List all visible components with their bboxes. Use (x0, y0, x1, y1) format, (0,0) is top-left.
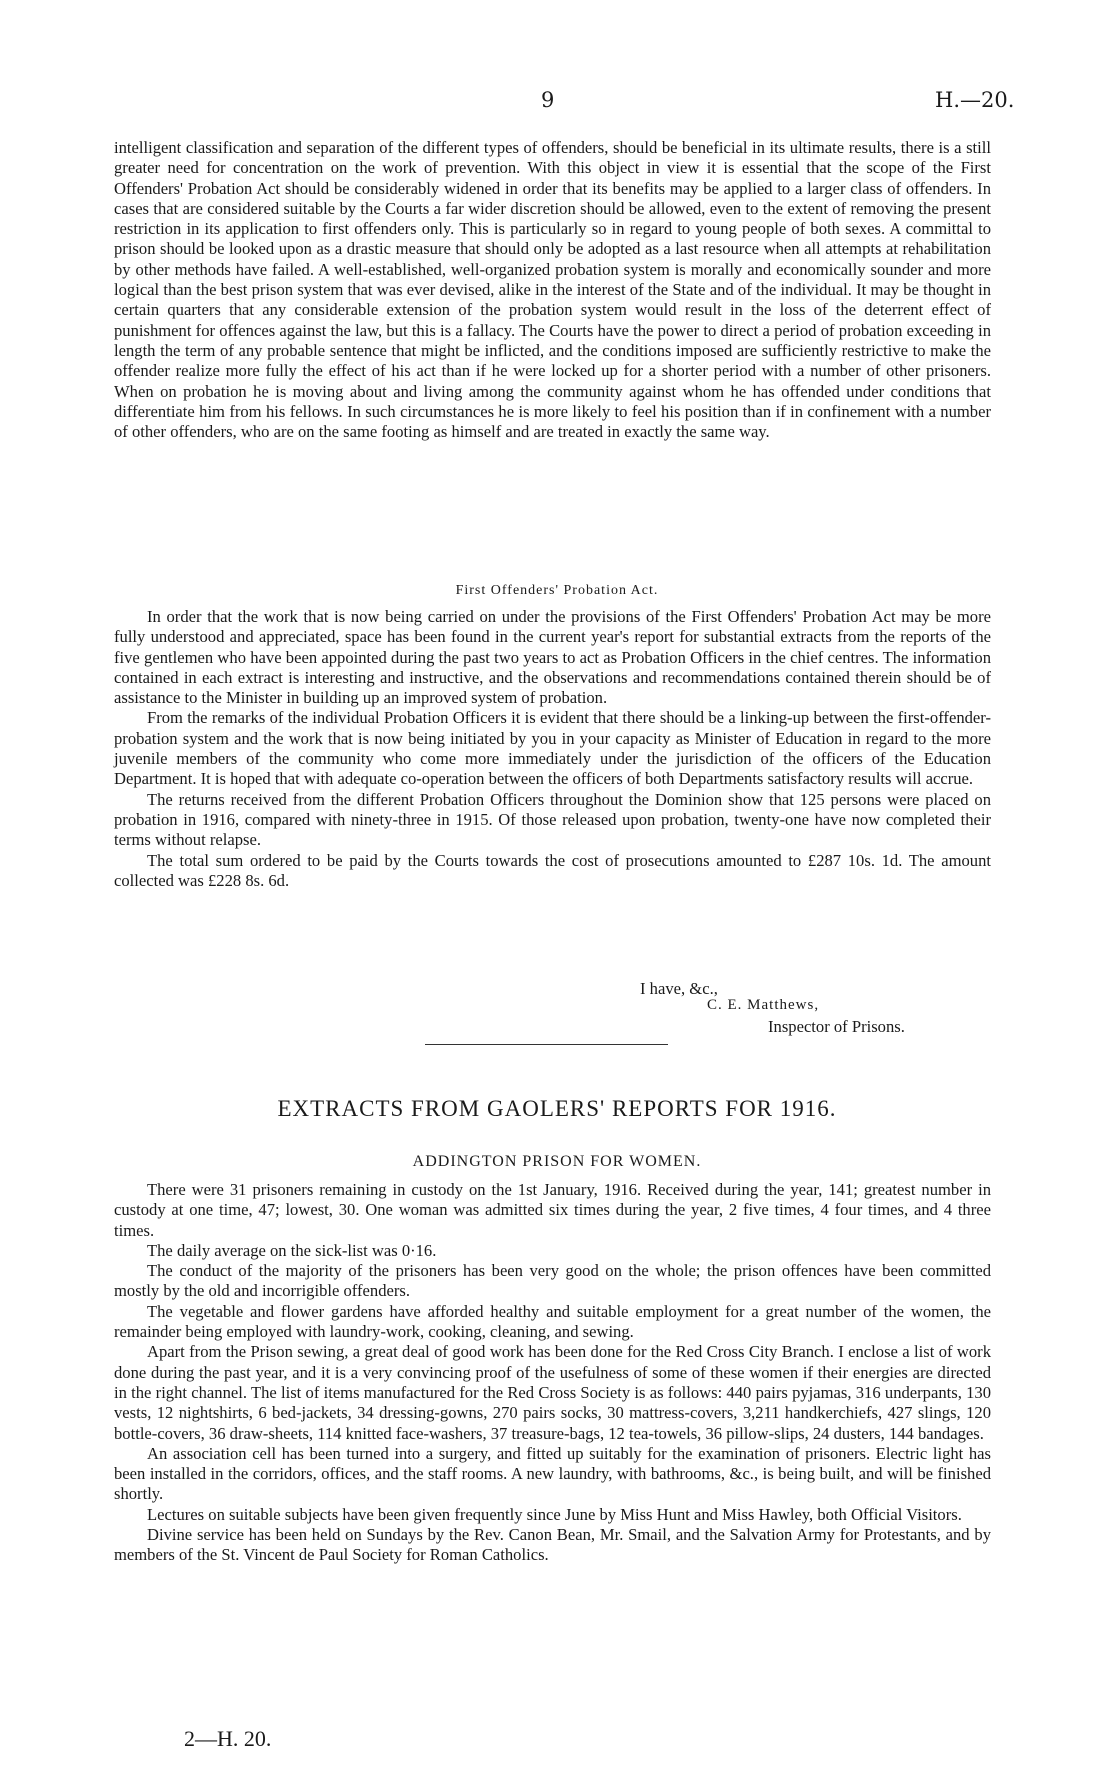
paragraph: The conduct of the majority of the prisoners has been very good on the whole; the prison offences have been committed mostly by the old and incorrigible offenders. (114, 1261, 991, 1301)
paragraph: The daily average on the sick-list was 0·16. (147, 1240, 437, 1260)
section-prevention (114, 138, 991, 442)
paragraph: From the remarks of the individual Probation Officers it is evident that there should be a linking-up between the first-offender-probation system and the work that is now being initiated by you in your capacity as Minister of Education in regard to the more juvenile members of the community who come more immediately under the jurisdiction of the officers of the Education Department. It is hoped that with adequate co-operation between the officers of both Departments satisfactory results will accrue. (114, 708, 991, 789)
section-probation-act (114, 607, 991, 891)
report-reference: H.—20. (935, 88, 1015, 112)
paragraph: Divine service has been held on Sundays by the Rev. Canon Bean, Mr. Smail, and the Salvation Army for Protestants, and by members of the St. Vincent de Paul Society for Roman Catholics. (114, 1525, 991, 1565)
paragraph: The total sum ordered to be paid by the Courts towards the cost of prosecutions amounted to £287 10s. 1d. The amount collected was £228 8s. 6d. (114, 850, 991, 890)
paragraph: The vegetable and flower gardens have afforded healthy and suitable employment for a great number of the women, the remainder being employed with laundry-work, cooking, cleaning, and sewing. (114, 1301, 991, 1342)
signature-closing: I have, &c., (640, 979, 718, 998)
paragraph: Lectures on suitable subjects have been given frequently since June by Miss Hunt and Miss Hawley, both Official Visitors. (147, 1504, 962, 1524)
signature-name: C. E. Matthews, (707, 997, 820, 1013)
paragraph: An association cell has been turned into a surgery, and fitted up suitably for the examination of prisoners. Electric light has been installed in the corridors, offices, and the staff rooms. A new laundry, with bathrooms, &c., is being built, and will be finished shortly. (114, 1443, 991, 1504)
signature-title: Inspector of Prisons. (768, 1017, 905, 1036)
prison-title: ADDINGTON PRISON FOR WOMEN. (412, 1153, 702, 1170)
footer-signature-mark: 2—H. 20. (184, 1726, 272, 1751)
paragraph: In order that the work that is now being carried on under the provisions of the First Offenders' Probation Act may be more fully understood and appreciated, space has been found in the current year's report for substantial extracts from the reports of the five gentlemen who have been appointed during the past two years to act as Probation Officers in the chief centres. The information contained in each extract is interesting and instructive, and the observations and recommendations contained therein should be of assistance to the Minister in building up an improved system of probation. (114, 607, 991, 708)
paragraph: intelligent classification and separation of the different types of offenders, should be beneficial in its ultimate results, there is a still greater need for concentration on the work of prevention. With this object in view it is essential that the scope of the First Offenders' Probation Act should be considerably widened in order that its benefits may be applied to a larger class of offenders. In cases that are considered suitable by the Courts a far wider discretion should be allowed, even to the extent of removing the present restriction in its application to first offenders only. This is particularly so in regard to young people of both sexes. A committal to prison should be looked upon as a drastic measure that should only be adopted as a last resource when all attempts at rehabilitation by other methods have failed. A well-established, well-organized probation system is morally and economically sounder and more logical than the best prison system that was ever devised, alike in the interest of the State and of the individual. It may be thought in certain quarters that any considerable extension of the probation system would result in the loss of the deterrent effect of punishment for offences against the law, but this is a fallacy. The Courts have the power to direct a period of probation exceeding in length the term of any probable sentence that might be inflicted, and the conditions imposed are sufficiently restrictive to make the offender realize more fully the effect of his act than if he were locked up for a shorter period with a number of other prisoners. When on probation he is moving about and living among the community against whom he has offended under conditions that differentiate him from his fellows. In such circumstances he is more likely to feel his position than if in confinement with a number of other offenders, who are on the same footing as himself and are treated in exactly the same way. (114, 138, 991, 442)
paragraph: The returns received from the different Probation Officers throughout the Dominion show that 125 persons were placed on probation in 1916, compared with ninety-three in 1915. Of those released upon probation, twenty-one have now completed their terms without relapse. (114, 789, 991, 850)
page-number: 9 (541, 88, 555, 112)
section-divider (425, 1044, 668, 1045)
paragraph: Apart from the Prison sewing, a great deal of good work has been done for the Red Cross City Branch. I enclose a list of work done during the past year, and it is a very convincing proof of the usefulness of some of these women if their energies are directed in the right channel. The list of items manufactured for the Red Cross Society is as follows: 440 pairs pyjamas, 316 underpants, 130 vests, 12 nightshirts, 6 bed-jackets, 34 dressing-gowns, 270 pairs socks, 30 mattress-covers, 3,211 handkerchiefs, 427 slings, 120 bottle-covers, 36 draw-sheets, 114 knitted face-washers, 37 treasure-bags, 12 tea-towels, 36 pillow-slips, 24 dusters, 144 bandages. (114, 1342, 991, 1443)
section-heading-probation-act: First Offenders' Probation Act. (455, 583, 659, 598)
paragraph: There were 31 prisoners remaining in custody on the 1st January, 1916. Received during the year, 141; greatest number in custody at one time, 47; lowest, 30. One woman was admitted six times during the year, 2 five times, 4 four times, and 4 three times. (114, 1180, 991, 1240)
section-addington-prison (114, 1180, 991, 1566)
extracts-title: EXTRACTS FROM GAOLERS' REPORTS FOR 1916. (277, 1096, 837, 1121)
